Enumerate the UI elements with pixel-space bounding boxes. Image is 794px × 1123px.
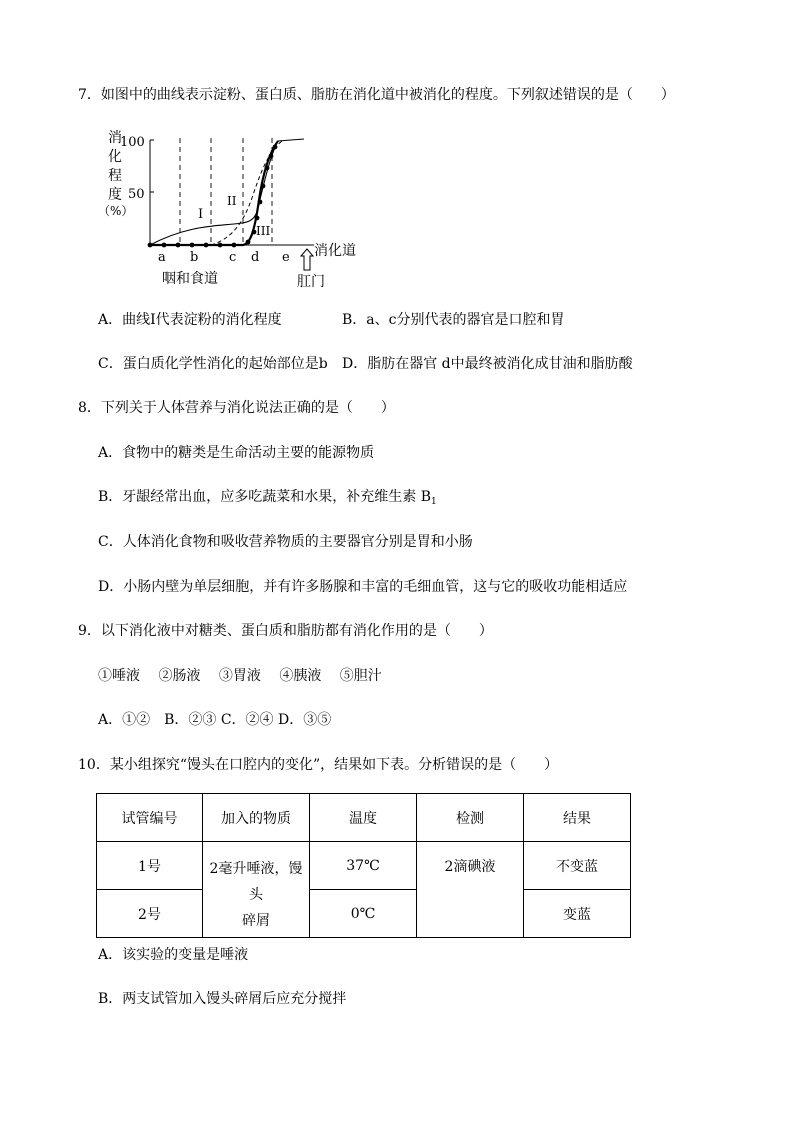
table-row	[97, 890, 631, 938]
q10-option-b: B．两支试管加入馒头碎屑后应充分搅拌	[98, 991, 347, 1007]
header-temperature: 温度	[310, 794, 417, 842]
ylabel-char-3: 程	[108, 168, 122, 184]
ylabel-char-2: 化	[108, 149, 122, 165]
table-row	[97, 842, 631, 890]
q9-options-list: ①唾液 ②肠液 ③胃液 ④胰液 ⑤胆汁	[98, 668, 382, 684]
cell-substance-line1: 2毫升唾液，馒头	[209, 861, 303, 903]
curve-I	[150, 139, 304, 245]
cell-result-2: 变蓝	[524, 890, 631, 938]
organ-a: a	[158, 250, 166, 265]
cell-tube-1: 1号	[97, 842, 203, 890]
q8-option-b	[98, 487, 437, 512]
q10-stem: 10．某小组探究“馒头在口腔内的变化”，结果如下表。分析错误的是（ ）	[78, 757, 559, 773]
cell-detection: 2滴碘液	[417, 842, 524, 938]
label-pharynx-esophagus: 咽和食道	[162, 271, 218, 287]
header-substance: 加入的物质	[203, 794, 310, 842]
cell-substance	[203, 842, 310, 938]
header-tube-number: 试管编号	[97, 794, 203, 842]
header-detection: 检测	[417, 794, 524, 842]
q8-option-b-subscript: 1	[431, 497, 437, 507]
q9-choices: A．①② B．②③ C．②④ D．③⑤	[98, 712, 332, 728]
xaxis-label: 消化道	[314, 243, 356, 259]
ylabel-char-1: 消	[108, 130, 122, 146]
table-header-row	[97, 794, 631, 842]
curve-label-II: II	[227, 194, 237, 208]
label-anus: 肛门	[297, 274, 325, 290]
organ-d: d	[251, 250, 260, 265]
cell-result-1: 不变蓝	[524, 842, 631, 890]
ylabel-char-4: 度	[108, 187, 122, 203]
cell-temp-1: 37℃	[310, 842, 417, 890]
q10-option-a: A．该实验的变量是唾液	[98, 947, 249, 963]
cell-temp-2: 0℃	[310, 890, 417, 938]
organ-c: c	[229, 250, 237, 265]
organ-b: b	[190, 250, 199, 265]
q8-option-d: D．小肠内壁为单层细胞，并有许多肠腺和丰富的毛细血管，这与它的吸收功能相适应	[98, 579, 628, 595]
q7-option-d: D．脂肪在器官 d中最终被消化成甘油和脂肪酸	[342, 356, 633, 372]
q7-option-a: A．曲线Ⅰ代表淀粉的消化程度	[98, 312, 282, 328]
anus-arrow-icon	[301, 249, 313, 270]
q7-option-b: B．a、c分别代表的器官是口腔和胃	[342, 312, 565, 328]
organ-e: e	[282, 250, 290, 265]
cell-tube-2: 2号	[97, 890, 203, 938]
curve-label-III: III	[256, 224, 271, 238]
header-result: 结果	[524, 794, 631, 842]
experiment-table	[96, 793, 631, 938]
q8-option-c: C．人体消化食物和吸收营养物质的主要器官分别是胃和小肠	[98, 534, 473, 550]
ylabel-unit: （%）	[98, 204, 134, 218]
q8-option-b-text: B．牙龈经常出血，应多吃蔬菜和水果，补充维生素 B	[98, 489, 432, 505]
cell-substance-line2: 碎屑	[242, 913, 270, 929]
q7-stem: 7．如图中的曲线表示淀粉、蛋白质、脂肪在消化道中被消化的程度。下列叙述错误的是（ ）	[78, 87, 675, 103]
q9-stem: 9．以下消化液中对糖类、蛋白质和脂肪都有消化作用的是（ ）	[78, 623, 493, 639]
q7-option-c: C．蛋白质化学性消化的起始部位是b	[98, 356, 328, 372]
digestion-curve-figure	[96, 128, 366, 293]
q8-stem: 8．下列关于人体营养与消化说法正确的是（ ）	[78, 400, 395, 416]
ytick-100: 100	[120, 135, 145, 150]
curve-label-I: I	[198, 207, 204, 222]
ytick-50: 50	[128, 187, 145, 202]
q8-option-a: A．食物中的糖类是生命活动主要的能源物质	[98, 445, 375, 461]
